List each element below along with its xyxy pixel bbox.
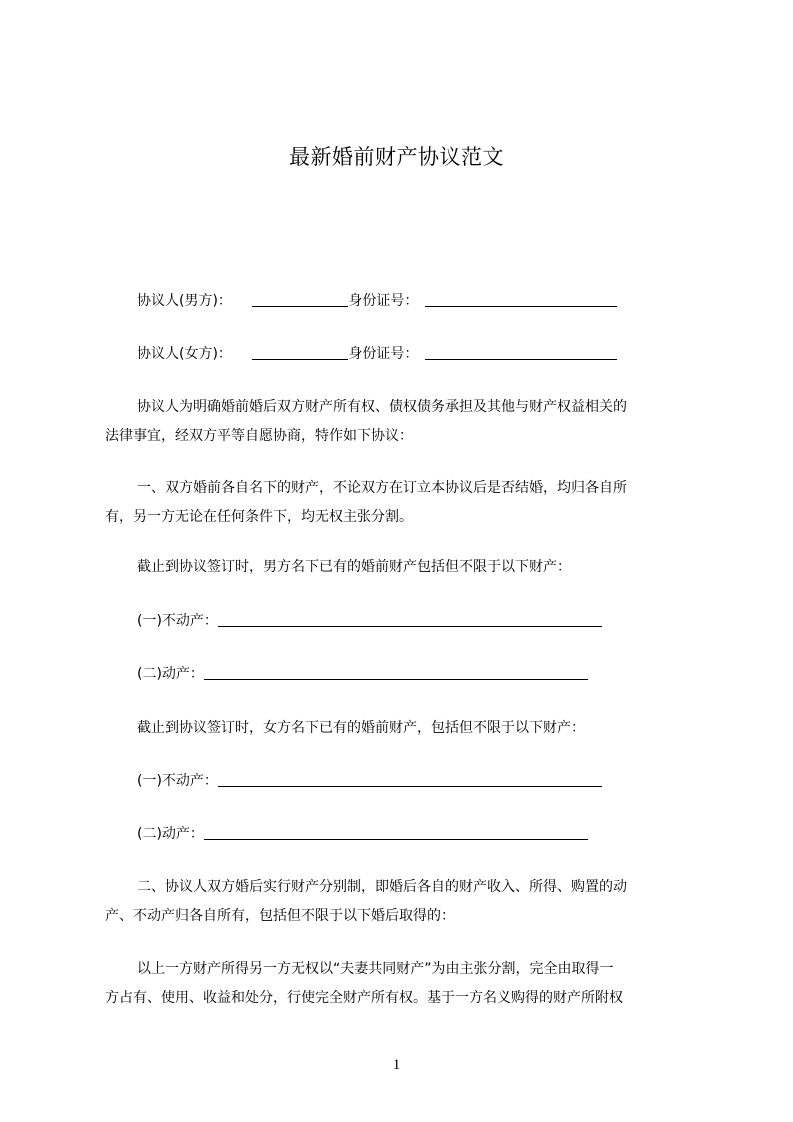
page-number: 1	[392, 1057, 401, 1073]
article-3-paragraph	[105, 955, 705, 1013]
female-party-line	[137, 344, 617, 364]
female-id-label: 身份证号：	[348, 346, 419, 362]
intro-line-2: 法律事宜，经双方平等自愿协商，特作如下协议：	[105, 428, 413, 444]
intro-line-1: 协议人为明确婚前婚后双方财产所有权、债权债务承担及其他与财产权益相关的	[137, 399, 627, 415]
female-id-blank	[425, 345, 617, 360]
article-3-line-2: 方占有、使用、收益和处分，行使完全财产所有权。基于一方名义购得的财产所附权	[105, 990, 623, 1006]
male-party-label: 协议人(男方)：	[137, 293, 232, 309]
article-2-line-1: 二、协议人双方婚后实行财产分别制，即婚后各自的财产收入、所得、购置的动	[137, 879, 627, 895]
real-estate-label: (一)不动产：	[137, 773, 218, 789]
intro-paragraph	[105, 393, 705, 451]
female-movable-blank	[204, 825, 588, 840]
article-2-paragraph	[105, 873, 705, 931]
male-id-label: 身份证号：	[348, 293, 419, 309]
male-party-line	[137, 291, 617, 311]
female-real-estate-blank	[218, 772, 602, 787]
male-movable-blank	[204, 665, 588, 680]
female-movable-line	[137, 824, 588, 844]
female-party-label: 协议人(女方)：	[137, 346, 232, 362]
male-real-estate-line	[137, 611, 602, 631]
male-assets-intro: 截止到协议签订时，男方名下已有的婚前财产包括但不限于以下财产：	[137, 559, 571, 575]
male-real-estate-blank	[218, 612, 602, 627]
article-1-paragraph	[105, 474, 705, 532]
male-movable-line	[137, 664, 588, 684]
movable-label: (二)动产：	[137, 826, 204, 842]
male-name-blank	[252, 292, 348, 307]
movable-label: (二)动产：	[137, 666, 204, 682]
article-3-line-1: 以上一方财产所得另一方无权以“夫妻共同财产”为由主张分割，完全由取得一	[137, 961, 614, 977]
female-assets-intro: 截止到协议签订时，女方名下已有的婚前财产，包括但不限于以下财产：	[137, 720, 585, 736]
article-2-line-2: 产、不动产归各自所有，包括但不限于以下婚后取得的：	[105, 908, 455, 924]
article-1-line-2: 有，另一方无论在任何条件下，均无权主张分割。	[105, 509, 413, 525]
male-id-blank	[425, 292, 617, 307]
document-title: 最新婚前财产协议范文	[289, 145, 504, 169]
real-estate-label: (一)不动产：	[137, 613, 218, 629]
female-name-blank	[252, 345, 348, 360]
female-real-estate-line	[137, 771, 602, 791]
article-1-line-1: 一、双方婚前各自名下的财产，不论双方在订立本协议后是否结婚，均归各自所	[137, 480, 627, 496]
